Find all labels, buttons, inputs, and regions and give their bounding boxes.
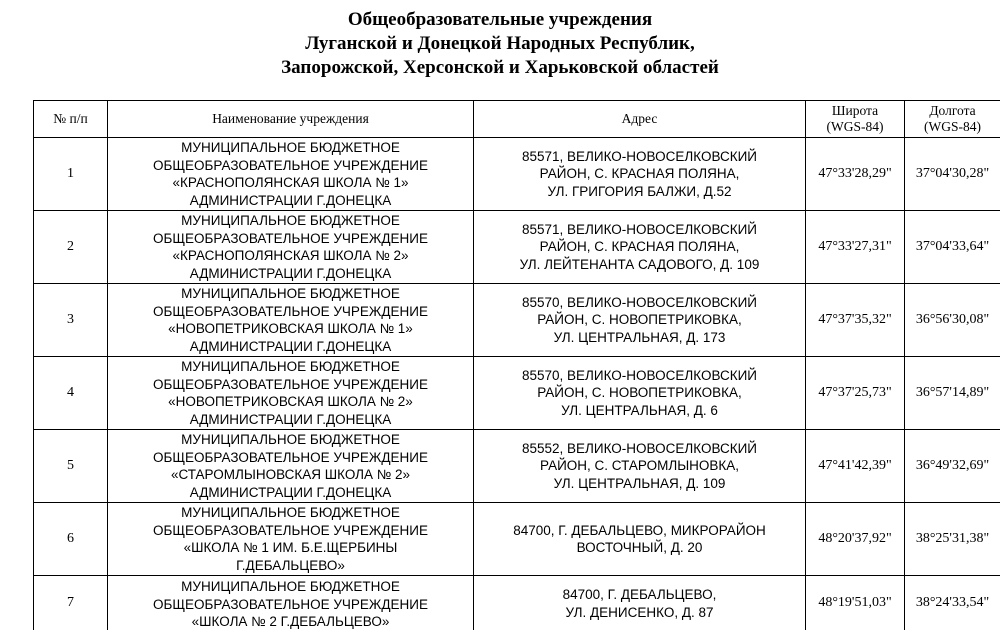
cell-num: 5 — [34, 430, 108, 503]
name-line: ОБЩЕОБРАЗОВАТЕЛЬНОЕ УЧРЕЖДЕНИЕ — [153, 449, 428, 465]
name-line: МУНИЦИПАЛЬНОЕ БЮДЖЕТНОЕ — [181, 432, 400, 447]
header-address: Адрес — [474, 101, 806, 138]
table-row — [34, 503, 1000, 576]
header-longitude-datum: (WGS-84) — [924, 119, 981, 134]
cell-longitude: 38°24'33,54" — [905, 576, 1000, 630]
address-line: 85570, ВЕЛИКО-НОВОСЕЛКОВСКИЙ — [521, 294, 758, 310]
name-line: АДМИНИСТРАЦИИ Г.ДОНЕЦКА — [189, 411, 392, 427]
cell-name — [108, 211, 474, 284]
header-num: № п/п — [34, 101, 108, 138]
header-latitude-datum: (WGS-84) — [826, 119, 884, 134]
cell-longitude: 37°04'33,64" — [905, 211, 1000, 284]
name-line: МУНИЦИПАЛЬНОЕ БЮДЖЕТНОЕ — [181, 505, 400, 520]
cell-num: 4 — [34, 357, 108, 430]
table-row — [34, 211, 1000, 284]
name-line: ОБЩЕОБРАЗОВАТЕЛЬНОЕ УЧРЕЖДЕНИЕ — [153, 157, 428, 173]
header-name: Наименование учреждения — [108, 101, 474, 138]
name-line: МУНИЦИПАЛЬНОЕ БЮДЖЕТНОЕ — [181, 359, 400, 374]
name-line: МУНИЦИПАЛЬНОЕ БЮДЖЕТНОЕ — [181, 140, 400, 155]
name-line: ОБЩЕОБРАЗОВАТЕЛЬНОЕ УЧРЕЖДЕНИЕ — [153, 596, 428, 612]
header-latitude — [806, 101, 905, 138]
cell-name — [108, 138, 474, 211]
table-body — [34, 138, 1000, 630]
name-line: «ШКОЛА № 1 ИМ. Б.Е.ЩЕРБИНЫ — [183, 540, 398, 555]
title-line: Запорожской, Херсонской и Харьковской областей — [281, 57, 719, 78]
name-line: «КРАСНОПОЛЯНСКАЯ ШКОЛА № 1» — [172, 175, 409, 190]
cell-address — [474, 430, 806, 503]
document-title — [0, 8, 1000, 80]
cell-address — [474, 503, 806, 576]
cell-address — [474, 284, 806, 357]
address-line: РАЙОН, С. НОВОПЕТРИКОВКА, — [537, 385, 742, 401]
table-row — [34, 430, 1000, 503]
address-line: 85571, ВЕЛИКО-НОВОСЕЛКОВСКИЙ — [521, 221, 758, 237]
name-line: АДМИНИСТРАЦИИ Г.ДОНЕЦКА — [189, 265, 392, 281]
cell-latitude: 47°37'35,32" — [806, 284, 905, 357]
cell-latitude: 48°20'37,92" — [806, 503, 905, 576]
cell-latitude: 48°19'51,03" — [806, 576, 905, 630]
name-line: ОБЩЕОБРАЗОВАТЕЛЬНОЕ УЧРЕЖДЕНИЕ — [153, 522, 428, 538]
address-line: УЛ. ГРИГОРИЯ БАЛЖИ, Д.52 — [547, 183, 732, 199]
address-line: 84700, Г. ДЕБАЛЬЦЕВО, МИКРОРАЙОН — [513, 522, 766, 538]
title-line: Луганской и Донецкой Народных Республик, — [305, 33, 695, 54]
address-line: УЛ. ЛЕЙТЕНАНТА САДОВОГО, Д. 109 — [519, 256, 760, 272]
name-line: МУНИЦИПАЛЬНОЕ БЮДЖЕТНОЕ — [181, 579, 400, 594]
address-line: РАЙОН, С. НОВОПЕТРИКОВКА, — [537, 312, 742, 328]
name-line: Г.ДЕБАЛЬЦЕВО» — [236, 557, 345, 573]
cell-name — [108, 284, 474, 357]
title-line: Общеобразовательные учреждения — [347, 9, 653, 30]
name-line: АДМИНИСТРАЦИИ Г.ДОНЕЦКА — [189, 484, 392, 500]
name-line: ОБЩЕОБРАЗОВАТЕЛЬНОЕ УЧРЕЖДЕНИЕ — [153, 376, 428, 392]
address-line: РАЙОН, С. КРАСНАЯ ПОЛЯНА, — [539, 166, 740, 182]
cell-address — [474, 357, 806, 430]
address-line: 85552, ВЕЛИКО-НОВОСЕЛКОВСКИЙ — [521, 440, 758, 456]
schools-table — [33, 100, 1000, 630]
cell-num: 7 — [34, 576, 108, 630]
name-line: «СТАРОМЛЫНОВСКАЯ ШКОЛА № 2» — [170, 467, 411, 482]
cell-latitude: 47°33'27,31" — [806, 211, 905, 284]
cell-address — [474, 576, 806, 630]
cell-latitude: 47°33'28,29" — [806, 138, 905, 211]
address-line: ВОСТОЧНЫЙ, Д. 20 — [576, 540, 703, 555]
name-line: ОБЩЕОБРАЗОВАТЕЛЬНОЕ УЧРЕЖДЕНИЕ — [153, 303, 428, 319]
cell-num: 3 — [34, 284, 108, 357]
cell-address — [474, 211, 806, 284]
cell-longitude: 37°04'30,28" — [905, 138, 1000, 211]
name-line: АДМИНИСТРАЦИИ Г.ДОНЕЦКА — [189, 338, 392, 354]
name-line: МУНИЦИПАЛЬНОЕ БЮДЖЕТНОЕ — [181, 213, 400, 228]
cell-longitude: 36°57'14,89" — [905, 357, 1000, 430]
name-line: АДМИНИСТРАЦИИ Г.ДОНЕЦКА — [189, 192, 392, 208]
header-longitude — [905, 101, 1000, 138]
cell-num: 2 — [34, 211, 108, 284]
cell-longitude: 38°25'31,38" — [905, 503, 1000, 576]
name-line: «НОВОПЕТРИКОВСКАЯ ШКОЛА № 2» — [168, 394, 413, 409]
table-row — [34, 138, 1000, 211]
table-row — [34, 576, 1000, 630]
address-line: УЛ. ЦЕНТРАЛЬНАЯ, Д. 173 — [553, 329, 726, 345]
cell-name — [108, 576, 474, 630]
header-longitude-label: Долгота — [929, 103, 976, 118]
cell-latitude: 47°37'25,73" — [806, 357, 905, 430]
cell-name — [108, 430, 474, 503]
header-latitude-label: Широта — [831, 103, 879, 118]
name-line: «КРАСНОПОЛЯНСКАЯ ШКОЛА № 2» — [172, 248, 409, 263]
cell-num: 6 — [34, 503, 108, 576]
address-line: РАЙОН, С. СТАРОМЛЫНОВКА, — [539, 458, 740, 474]
table-row — [34, 357, 1000, 430]
address-line: УЛ. ДЕНИСЕНКО, Д. 87 — [565, 604, 714, 620]
name-line: «НОВОПЕТРИКОВСКАЯ ШКОЛА № 1» — [168, 321, 413, 336]
address-line: УЛ. ЦЕНТРАЛЬНАЯ, Д. 109 — [553, 475, 726, 491]
address-line: УЛ. ЦЕНТРАЛЬНАЯ, Д. 6 — [561, 402, 718, 418]
cell-longitude: 36°56'30,08" — [905, 284, 1000, 357]
table-row — [34, 284, 1000, 357]
cell-name — [108, 503, 474, 576]
name-line: ОБЩЕОБРАЗОВАТЕЛЬНОЕ УЧРЕЖДЕНИЕ — [153, 230, 428, 246]
cell-address — [474, 138, 806, 211]
address-line: 85571, ВЕЛИКО-НОВОСЕЛКОВСКИЙ — [521, 148, 758, 164]
address-line: 84700, Г. ДЕБАЛЬЦЕВО, — [562, 587, 717, 602]
cell-latitude: 47°41'42,39" — [806, 430, 905, 503]
address-line: 85570, ВЕЛИКО-НОВОСЕЛКОВСКИЙ — [521, 367, 758, 383]
cell-name — [108, 357, 474, 430]
table-header-row — [34, 101, 1000, 138]
address-line: РАЙОН, С. КРАСНАЯ ПОЛЯНА, — [539, 239, 740, 255]
name-line: «ШКОЛА № 2 Г.ДЕБАЛЬЦЕВО» — [191, 614, 390, 629]
name-line: МУНИЦИПАЛЬНОЕ БЮДЖЕТНОЕ — [181, 286, 400, 301]
cell-num: 1 — [34, 138, 108, 211]
cell-longitude: 36°49'32,69" — [905, 430, 1000, 503]
